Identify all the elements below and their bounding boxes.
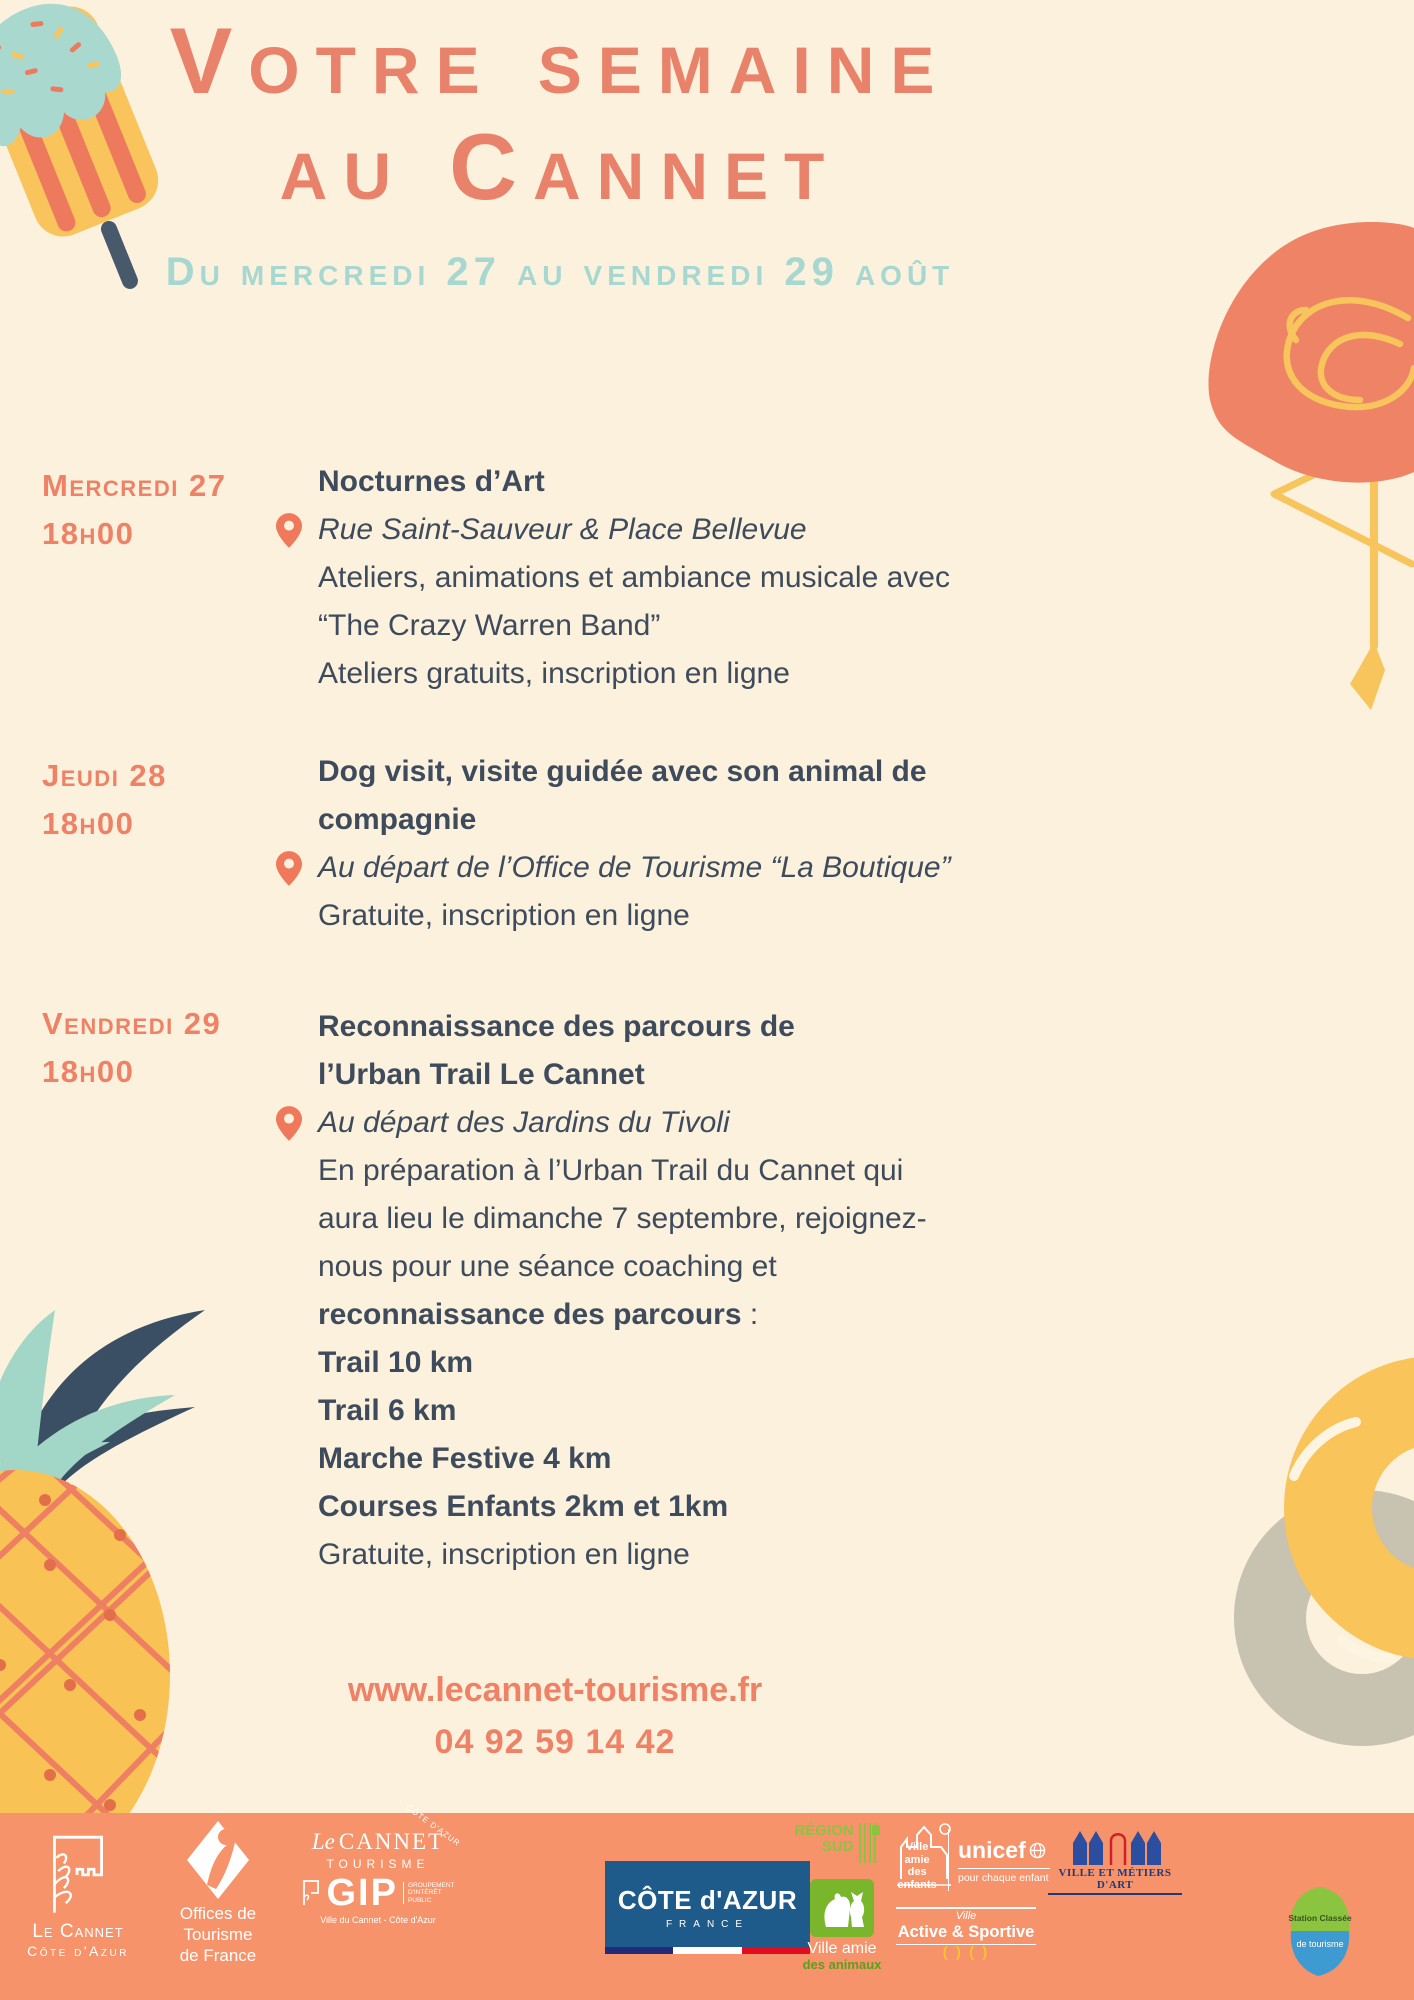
logo-ville-et-metiers-dart — [1048, 1825, 1182, 1895]
logo-label-group — [890, 1841, 944, 1891]
event-time-label: 18h00 — [42, 516, 135, 551]
event-time-label: 18h00 — [42, 806, 135, 841]
event-description-line: Gratuite, inscription en ligne — [318, 899, 690, 932]
gip-side-line: D'INTÉRÊT — [407, 1889, 442, 1897]
event-3 — [318, 1003, 1098, 1579]
logo-label: Ville — [905, 1841, 929, 1853]
logo-label: CÔTE d'AZUR — [617, 1885, 798, 1915]
event-1-date — [42, 462, 292, 558]
logo-label: Le Cannet — [32, 1921, 124, 1942]
region-sud-bars-icon — [858, 1823, 880, 1863]
event-location-row — [318, 1099, 1098, 1147]
logo-label: amie — [904, 1853, 930, 1866]
logo-label: VILLE ET MÉTIERS D'ART — [1048, 1867, 1182, 1895]
logo-offices-de-tourisme-de-france — [160, 1821, 276, 1966]
event-time-label: 18h00 — [42, 1054, 135, 1089]
gip-acronym: GIP — [326, 1872, 398, 1914]
logo-label: des enfants — [897, 1866, 937, 1891]
trail-distance-line: Trail 6 km — [318, 1394, 457, 1427]
logo-label: Station Classée — [1288, 1913, 1352, 1923]
trail-distance-line: Marche Festive 4 km — [318, 1442, 612, 1475]
arc-label: CÔTE D'AZUR — [404, 1802, 463, 1849]
event-date-label: Jeudi 28 — [42, 758, 167, 793]
event-title: l’Urban Trail Le Cannet — [318, 1058, 645, 1091]
logo-ville-amie-des-enfants-unicef — [890, 1821, 1050, 1899]
logo-ville-amie-des-animaux — [800, 1879, 884, 1971]
unicef-wordmark: unicef — [958, 1836, 1026, 1863]
event-title: compagnie — [318, 803, 477, 836]
event-3-date — [42, 1000, 292, 1096]
title-line-2: au Cannet — [279, 114, 841, 219]
logo-label: FRANCE — [665, 1919, 750, 1930]
event-location-row — [318, 506, 1098, 554]
event-description-line: nous pour une séance coaching et — [318, 1250, 777, 1283]
le-cannet-emblem-icon — [45, 1827, 111, 1919]
location-pin-icon — [276, 1106, 302, 1141]
page-title — [60, 8, 1060, 220]
event-description-line: “The Crazy Warren Band” — [318, 609, 661, 642]
logo-label: RÉGION — [794, 1822, 854, 1839]
logo-cote-dazur-france — [605, 1861, 810, 1954]
gip-row — [296, 1874, 460, 1912]
phone-number: 04 92 59 14 42 — [434, 1723, 676, 1761]
event-location: Au départ de l’Office de Tourisme “La Boutique” — [318, 851, 951, 884]
event-location-row — [318, 844, 1098, 892]
logo-station-classee-de-tourisme — [1283, 1883, 1357, 1980]
logo-label: Tourisme — [183, 1925, 253, 1944]
event-date-label: Mercredi 27 — [42, 468, 227, 503]
date-range-subtitle: Du mercredi 27 au vendredi 29 août — [165, 250, 955, 294]
logo-label: Côte d'Azur — [27, 1943, 129, 1959]
brand-name: CANNET — [338, 1829, 445, 1854]
trail-distance-line: Trail 10 km — [318, 1346, 474, 1379]
unicef-block — [953, 1837, 1050, 1884]
dog-and-cat-icon — [810, 1879, 874, 1937]
event-description-line: En préparation à l’Urban Trail du Cannet qui — [318, 1154, 904, 1187]
contact-block — [75, 1664, 1035, 1768]
trail-distance-line: Courses Enfants 2km et 1km — [318, 1490, 729, 1523]
station-badge-icon — [1283, 1883, 1357, 1980]
event-description-line: Ateliers gratuits, inscription en ligne — [318, 657, 790, 690]
event-description-line — [318, 1291, 1098, 1339]
event-2 — [318, 748, 1098, 940]
ville-amie-des-enfants — [890, 1821, 944, 1899]
unicef-tagline: pour chaque enfant — [958, 1871, 1049, 1884]
logo-ville-active-et-sportive — [896, 1907, 1036, 1961]
mini-emblem-icon — [301, 1879, 321, 1907]
unicef-globe-icon — [1029, 1842, 1046, 1859]
partner-logos-footer — [0, 1802, 1414, 2000]
website-url: www.lecannet-tourisme.fr — [347, 1671, 763, 1709]
event-location: Rue Saint-Sauveur & Place Bellevue — [318, 513, 807, 546]
gip-side-line: GROUPEMENT — [407, 1881, 455, 1889]
logo-label: Offices de — [179, 1904, 257, 1923]
logo-label: Ville amie — [807, 1940, 877, 1957]
event-description-line: aura lieu le dimanche 7 septembre, rejoignez- — [318, 1202, 927, 1235]
logo-label: des animaux — [802, 1957, 882, 1972]
bold-phrase: reconnaissance des parcours — [318, 1298, 742, 1331]
event-title: Dog visit, visite guidée avec son animal de — [318, 755, 927, 788]
event-location: Au départ des Jardins du Tivoli — [318, 1106, 730, 1139]
event-date-label: Vendredi 29 — [42, 1006, 222, 1041]
logo-label: Ville — [955, 1909, 977, 1922]
colon-suffix: : — [741, 1298, 759, 1331]
flamingo-icon — [1204, 222, 1414, 702]
crowns-icon — [1067, 1825, 1163, 1865]
gip-side-line: PUBLIC — [407, 1896, 432, 1904]
event-title: Nocturnes d’Art — [318, 465, 545, 498]
gip-side-text — [403, 1882, 455, 1905]
event-title: Reconnaissance des parcours de — [318, 1010, 795, 1043]
logo-label: de tourisme — [1296, 1939, 1344, 1949]
event-description-line: Ateliers, animations et ambiance musicale avec — [318, 561, 950, 594]
brand-le: Le — [311, 1829, 335, 1854]
event-1 — [318, 458, 1098, 698]
event-2-date — [42, 752, 292, 848]
laurel-medals-icon: ( ) ( ) — [942, 1944, 990, 1961]
divider — [896, 1907, 1036, 1909]
logo-region-sud — [795, 1823, 879, 1863]
logo-label: Active & Sportive — [897, 1922, 1035, 1941]
tourist-office-diamond-icon — [187, 1821, 249, 1899]
logo-label: de France — [179, 1946, 257, 1965]
logo-le-cannet-tourisme-gip — [296, 1802, 463, 1925]
logo-label: Ville du Cannet - Côte d'Azur — [320, 1915, 436, 1925]
swim-ring-icon — [1144, 1360, 1414, 1820]
logo-label: SUD — [821, 1838, 854, 1855]
divider — [958, 1868, 1050, 1869]
location-pin-icon — [276, 513, 302, 548]
event-description-line: Gratuite, inscription en ligne — [318, 1538, 690, 1571]
logo-label: TOURISME — [326, 1857, 430, 1871]
location-pin-icon — [276, 851, 302, 886]
french-flag-stripe — [605, 1947, 810, 1954]
title-line-1: Votre semaine — [169, 8, 951, 113]
logo-label-group — [794, 1823, 853, 1855]
logo-le-cannet-cote-dazur — [22, 1827, 134, 1959]
